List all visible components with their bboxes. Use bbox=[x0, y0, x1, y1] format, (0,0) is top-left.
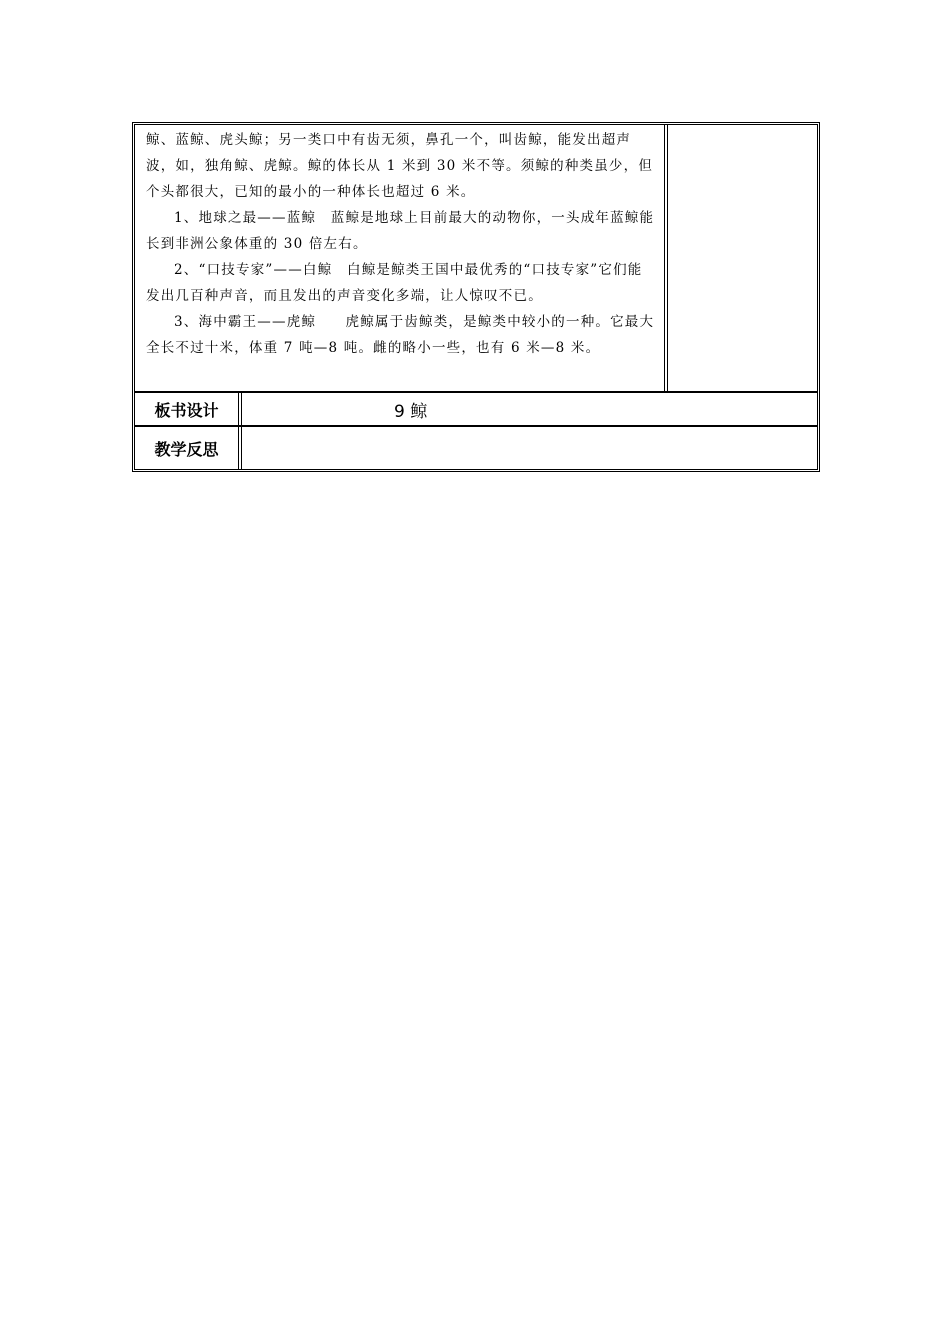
lesson-plan-table bbox=[134, 124, 818, 470]
content-paragraph-3: 2、“口技专家”——白鲸 白鲸是鲸类王国中最优秀的“口技专家”它们能发出几百种声音，而且发出的声音变化多端，让人惊叹不已。 bbox=[146, 262, 643, 304]
content-paragraph-4: 3、海中霸王——虎鲸 虎鲸属于齿鲸类，是鲸类中较小的一种。它最大全长不过十米，体重 7 吨—8 吨。雌的略小一些，也有 6 米—8 米。 bbox=[146, 314, 655, 356]
content-cell bbox=[135, 125, 665, 391]
content-row bbox=[135, 125, 817, 392]
reflection-value bbox=[241, 427, 817, 469]
content-paragraph-2: 1、地球之最——蓝鲸 蓝鲸是地球上目前最大的动物你，一头成年蓝鲸能长到非洲公象体重的 30 倍左右。 bbox=[146, 210, 655, 252]
board-design-row bbox=[135, 392, 817, 425]
content-paragraph-1: 鲸、蓝鲸、虎头鲸；另一类口中有齿无须，鼻孔一个，叫齿鲸，能发出超声波，如，独角鲸、虎鲸。鲸的体长从 1 米到 30 米不等。须鲸的种类虽少，但个头都很大，已知的最小的一种体长也超过 6 米。 bbox=[146, 132, 654, 200]
reflection-label: 教学反思 bbox=[135, 427, 239, 469]
reflection-row bbox=[135, 425, 817, 469]
board-design-label: 板书设计 bbox=[135, 393, 239, 425]
notes-cell bbox=[667, 125, 817, 391]
board-design-value-cell bbox=[241, 393, 817, 425]
board-design-value: 9 鲸 bbox=[394, 401, 428, 422]
